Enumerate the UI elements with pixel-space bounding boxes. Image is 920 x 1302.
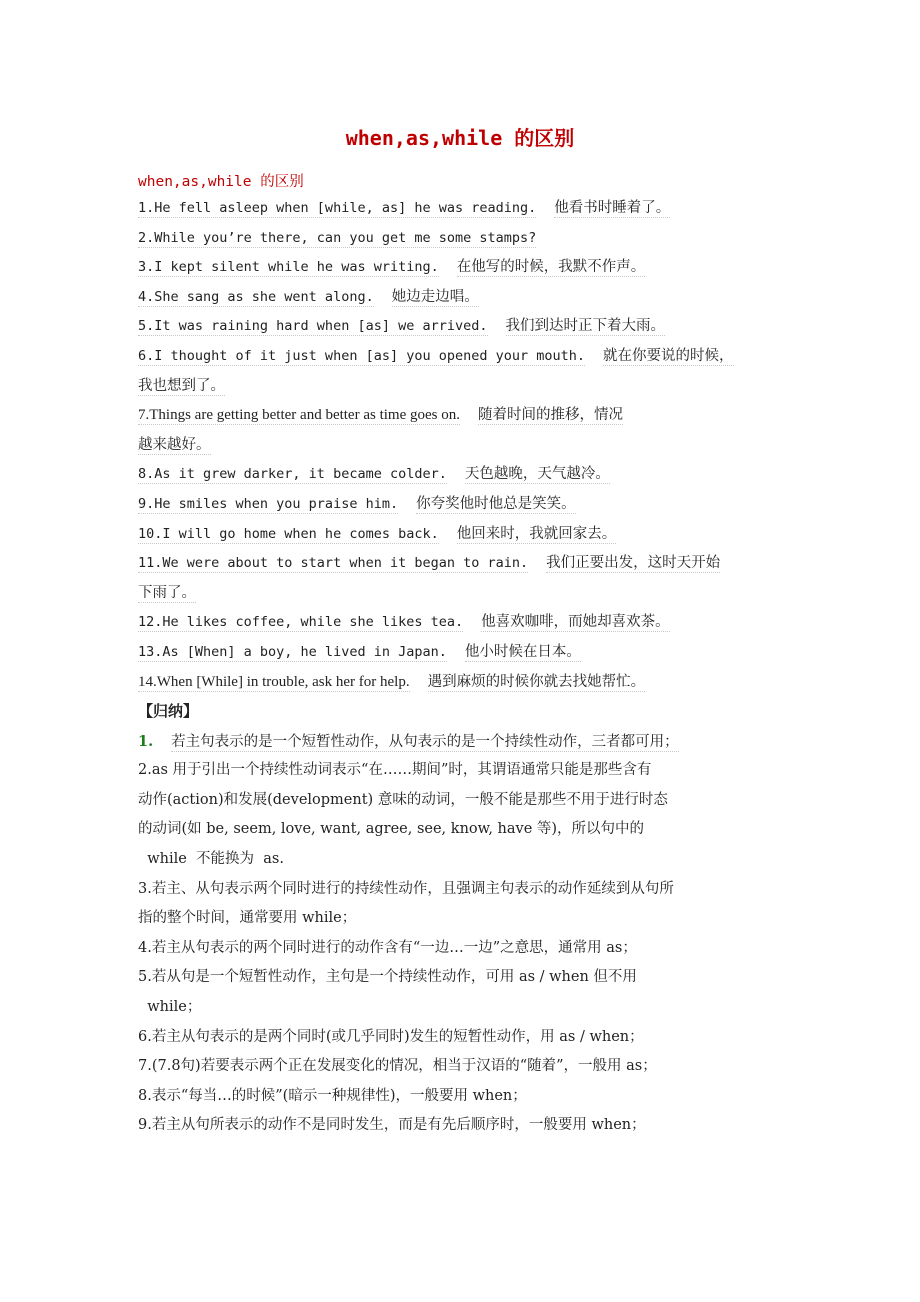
example-english: 13.As [When] a boy, he lived in Japan. bbox=[138, 643, 447, 660]
summary-heading: 【归纳】 bbox=[138, 702, 199, 721]
summary-rule-5-line: while； bbox=[138, 999, 202, 1016]
summary-rule-3-line: 3.若主、从句表示两个同时进行的持续性动作，且强调主句表示的动作延续到从句所 bbox=[138, 880, 674, 897]
page-title: when,as,while 的区别 bbox=[345, 126, 575, 150]
example-line bbox=[138, 253, 788, 283]
example-line bbox=[138, 401, 788, 431]
example-chinese: 在他写的时候，我默不作声。 bbox=[456, 259, 646, 276]
example-english: 9.He smiles when you praise him. bbox=[138, 495, 399, 512]
example-english: 14.When [While] in trouble, ask her for help. bbox=[138, 673, 410, 690]
example-english: 8.As it grew darker, it became colder. bbox=[138, 466, 447, 483]
example-chinese: 他回来时，我就回家去。 bbox=[456, 525, 617, 542]
rule-text: 若主句表示的是一个短暂性动作，从句表示的是一个持续性动作，三者都可用； bbox=[171, 733, 679, 750]
example-chinese-continued: 越来越好。 bbox=[138, 436, 211, 453]
example-line bbox=[138, 638, 788, 668]
example-english: 7.Things are getting better and better as time goes on. bbox=[138, 407, 460, 424]
example-line bbox=[138, 520, 788, 550]
example-chinese: 他小时候在日本。 bbox=[464, 643, 581, 660]
example-chinese: 他喜欢咖啡，而她却喜欢茶。 bbox=[481, 614, 670, 631]
example-english: 3.I kept silent while he was writing. bbox=[138, 259, 439, 276]
example-chinese: 她边走边唱。 bbox=[391, 288, 479, 305]
summary-rule-2-line: 动作(action)和发展(development) 意味的动词，一般不能是那些不用于进行时态 bbox=[138, 791, 668, 808]
example-line bbox=[138, 490, 788, 520]
example-line-continued bbox=[138, 431, 788, 461]
example-line bbox=[138, 549, 788, 579]
summary-rule-2-line: while 不能换为 as. bbox=[138, 851, 284, 868]
example-line bbox=[138, 224, 788, 254]
example-chinese: 他看书时睡着了。 bbox=[554, 200, 671, 216]
example-line bbox=[138, 668, 788, 698]
example-english: 4.She sang as she went along. bbox=[138, 288, 374, 305]
example-line bbox=[138, 194, 788, 224]
example-chinese: 遇到麻烦的时候你就去找她帮忙。 bbox=[427, 673, 646, 690]
example-line bbox=[138, 342, 788, 372]
example-english: 2.While you’re there, can you get me some stamps? bbox=[138, 229, 537, 246]
document-body bbox=[138, 194, 788, 1141]
example-chinese: 就在你要说的时候， bbox=[603, 347, 734, 364]
example-english: 10.I will go home when he comes back. bbox=[138, 525, 439, 542]
example-chinese: 我们到达时正下着大雨。 bbox=[505, 318, 665, 335]
example-line bbox=[138, 312, 788, 342]
example-english: 6.I thought of it just when [as] you opened your mouth. bbox=[138, 347, 586, 364]
example-line bbox=[138, 608, 788, 638]
summary-rule-2-line: 2.as 用于引出一个持续性动词表示“在……期间”时，其谓语通常只能是那些含有 bbox=[138, 762, 652, 779]
rule-number: 1. bbox=[138, 732, 154, 750]
example-chinese: 随着时间的推移，情况 bbox=[478, 407, 623, 424]
example-english: 1.He fell asleep when [while, as] he was reading. bbox=[138, 200, 537, 216]
example-line-continued bbox=[138, 372, 788, 402]
example-english: 5.It was raining hard when [as] we arrived. bbox=[138, 318, 488, 335]
summary-rule-9: 9.若主从句所表示的动作不是同时发生，而是有先后顺序时，一般要用 when； bbox=[138, 1117, 646, 1134]
example-line bbox=[138, 283, 788, 313]
example-english: 12.He likes coffee, while she likes tea. bbox=[138, 614, 464, 631]
example-chinese: 我们正要出发，这时天开始 bbox=[546, 555, 721, 572]
example-line bbox=[138, 460, 788, 490]
example-chinese-continued: 我也想到了。 bbox=[138, 377, 225, 394]
example-chinese-continued: 下雨了。 bbox=[138, 584, 196, 601]
example-chinese: 天色越晚，天气越冷。 bbox=[464, 466, 610, 483]
summary-rule-6: 6.若主从句表示的是两个同时(或几乎同时)发生的短暂性动作，用 as / when； bbox=[138, 1028, 644, 1045]
example-line-continued bbox=[138, 579, 788, 609]
summary-rule-7: 7.(7.8句)若要表示两个正在发展变化的情况，相当于汉语的“随着”，一般用 as； bbox=[138, 1058, 657, 1075]
summary-rule-1 bbox=[138, 727, 788, 757]
summary-rule-3-line: 指的整个时间，通常要用 while； bbox=[138, 910, 357, 927]
example-chinese: 你夸奖他时他总是笑笑。 bbox=[416, 495, 576, 512]
example-english: 11.We were about to start when it began to rain. bbox=[138, 555, 529, 572]
summary-rule-4: 4.若主从句表示的两个同时进行的动作含有“一边…一边”之意思，通常用 as； bbox=[138, 939, 637, 956]
summary-rule-5-line: 5.若从句是一个短暂性动作，主句是一个持续性动作，可用 as / when 但不用 bbox=[138, 969, 637, 986]
section-subtitle: when,as,while 的区别 bbox=[138, 174, 304, 190]
summary-rule-8: 8.表示“每当…的时候”(暗示一种规律性)，一般要用 when； bbox=[138, 1087, 527, 1104]
summary-rule-2-line: 的动词(如 be, seem, love, want, agree, see, know, have 等)，所以句中的 bbox=[138, 821, 645, 838]
